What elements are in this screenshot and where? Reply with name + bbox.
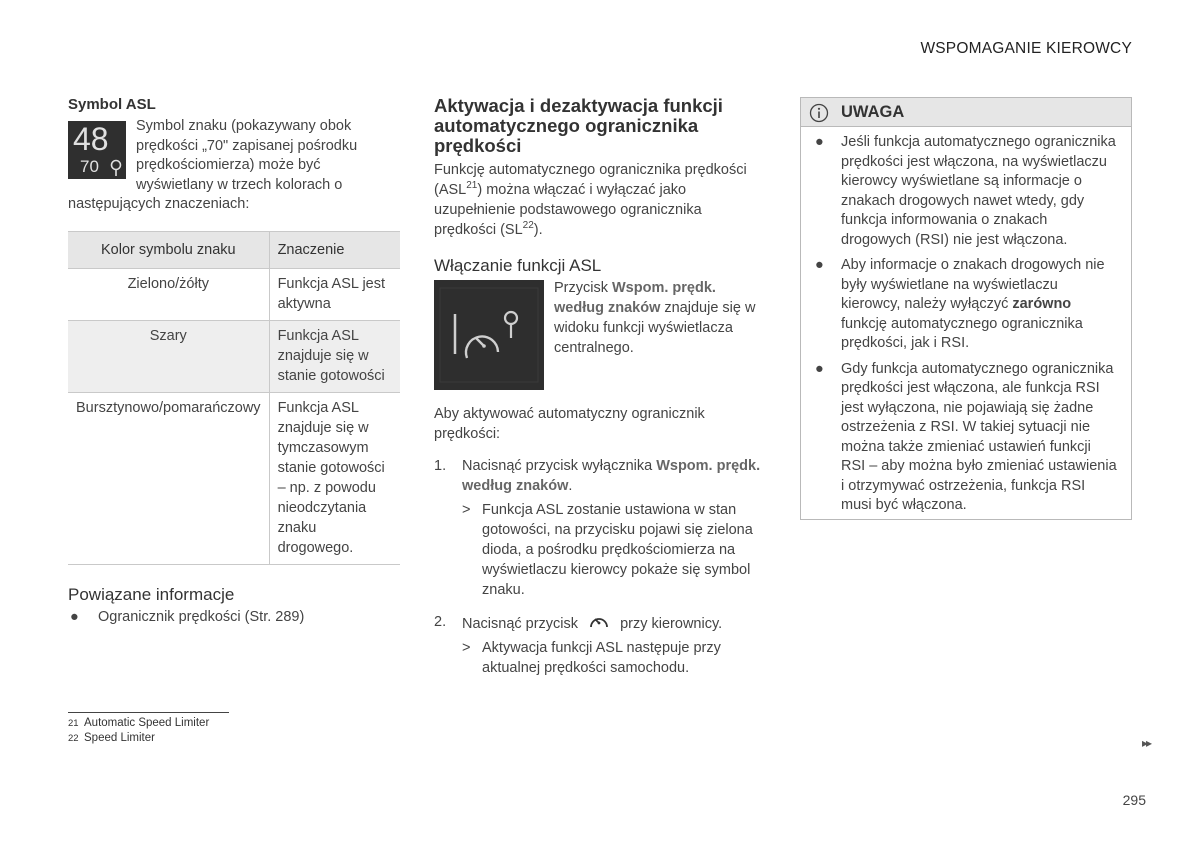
note-list (801, 127, 1131, 516)
related-info-heading: Powiązane informacje (68, 584, 235, 604)
footnotes (68, 712, 229, 746)
button-name-label: Wspom. prędk. według znaków (462, 458, 761, 494)
bullet: ● (70, 608, 79, 625)
table-header-color: Kolor symbolu znaku (68, 231, 269, 268)
activation-subheading: Włączanie funkcji ASL (434, 256, 602, 275)
step-text: Nacisnąć przycisk (462, 616, 579, 632)
page-number: 295 (1122, 792, 1146, 808)
footnote-number: 21 (68, 718, 79, 729)
step-number: 2. (434, 614, 447, 630)
main-column (434, 96, 764, 678)
footnote (68, 731, 229, 746)
table-cell-meaning: Funkcja ASL znajduje się w tymczasowym stanie gotowości – np. z powodu nieodczytania znaku drogowego. (269, 392, 400, 564)
table-header-meaning: Znaczenie (269, 231, 400, 268)
section-header: WSPOMAGANIE KIEROWCY (920, 40, 1132, 57)
main-heading: Aktywacja i dezaktywacja funkcji automatycznego ogranicznika prędkości (434, 95, 723, 156)
intro-text: ). (533, 222, 543, 238)
footnote-ref[interactable]: 21 (466, 180, 478, 192)
next-page-arrow-icon[interactable]: ▸▸ (1141, 736, 1150, 750)
step-2-result (434, 638, 764, 678)
color-meaning-table (68, 231, 400, 565)
step-1 (434, 456, 764, 496)
note-text: Jeśli funkcja automatycznego ogranicznika prędkości jest włączona, na wyświetlaczu kierowcy wyświetlane są informacje o znakach drogowych nawet wtedy, gdy funkcja informowania o znakach drogowych (RSI) nie jest włączona. (841, 134, 1116, 248)
table-cell-color: Szary (68, 320, 269, 392)
step-text: . (568, 478, 573, 494)
footnote-number: 22 (68, 733, 79, 744)
note-text: Aby informacje o znakach drogowych nie były wyświetlane na wyświetlaczu kierowcy, należy wyłączyć (841, 257, 1105, 312)
info-icon (809, 103, 829, 123)
button-text: Przycisk (554, 280, 612, 296)
list-item (815, 360, 1117, 516)
result-arrow: > (462, 502, 471, 518)
table-header-row (68, 231, 400, 268)
button-name-label: Wspom. prędk. według znaków (554, 280, 716, 316)
table-cell-meaning: Funkcja ASL znajduje się w stanie gotowości (269, 320, 400, 392)
button-text: znajduje się w widoku funkcji wyświetlacza centralnego. (554, 300, 756, 356)
activation-intro: Aby aktywować automatyczny ogranicznik prędkości: (434, 406, 705, 442)
step-text: Nacisnąć przycisk wyłącznika (462, 458, 657, 474)
step-2 (434, 612, 764, 634)
symbol-description-block (68, 117, 400, 215)
symbol-column (68, 96, 400, 627)
symbol-description: Symbol znaku (pokazywany obok prędkości „70" zapisanej pośrodku prędkościomierza) może być wyświetlany w trzech kolorach o następujących znaczeniach: (68, 118, 358, 212)
result-arrow: > (462, 640, 471, 656)
table-row (68, 268, 400, 320)
bullet: ● (815, 134, 824, 150)
speed-limiter-button-icon (434, 280, 544, 390)
intro-text: ) można włączać i wyłączać jako uzupełnienie podstawowego ogranicznika prędkości (SL (434, 182, 702, 238)
button-description-block (434, 278, 764, 398)
bullet: ● (815, 360, 824, 377)
note-box (800, 97, 1132, 520)
step-1-result (434, 500, 764, 600)
note-label: UWAGA (841, 103, 905, 121)
asl-icon-small-number: 70 (80, 157, 99, 176)
table-cell-color: Bursztynowo/pomarańczowy (68, 392, 269, 564)
footnote-ref[interactable]: 22 (522, 220, 534, 232)
footnote-text: Automatic Speed Limiter (84, 717, 210, 729)
map-pin-icon (109, 159, 123, 177)
note-header (801, 98, 1131, 127)
related-link[interactable]: Ogranicznik prędkości (Str. 289) (98, 608, 305, 625)
related-info-item (68, 607, 400, 627)
list-item (815, 256, 1117, 354)
note-emphasis: zarówno (1012, 296, 1072, 312)
table-row (68, 392, 400, 564)
step-text: przy kierownicy. (620, 616, 723, 632)
intro-paragraph (434, 160, 764, 240)
symbol-heading: Symbol ASL (68, 96, 156, 113)
step-number: 1. (434, 458, 447, 474)
step-result-text: Funkcja ASL zostanie ustawiona w stan gotowości, na przycisku pojawi się zielona dioda, a pośrodku prędkościomierza na wyświetlaczu kierowcy pokaże się symbol znaku. (482, 502, 753, 598)
footnote-text: Speed Limiter (84, 732, 155, 744)
table-row (68, 320, 400, 392)
bullet: ● (815, 257, 824, 273)
speedometer-icon (588, 612, 610, 630)
list-item (815, 133, 1117, 250)
asl-icon-big-number: 48 (73, 121, 109, 157)
asl-speed-sign-icon (68, 121, 126, 179)
note-text: funkcję automatycznego ogranicznika prędkości, jak i RSI. (841, 315, 1083, 351)
table-cell-color: Zielono/żółty (68, 268, 269, 320)
footnote (68, 716, 229, 731)
intro-text: Funkcję automatycznego ogranicznika prędkości (ASL (434, 162, 747, 198)
note-text: Gdy funkcja automatycznego ogranicznika prędkości jest włączona, ale funkcja RSI jest wyłączona, nie pojawiają się żadne ostrzeżenia z RSI. W takiej sytuacji nie można także zmieniać ustawień funkcji RSI – aby można było zmieniać ustawienia i otrzymywać ostrzeżenia, funkcja RSI musi być włączona. (841, 360, 1117, 513)
table-cell-meaning: Funkcja ASL jest aktywna (269, 268, 400, 320)
step-result-text: Aktywacja funkcji ASL następuje przy aktualnej prędkości samochodu. (482, 640, 721, 676)
